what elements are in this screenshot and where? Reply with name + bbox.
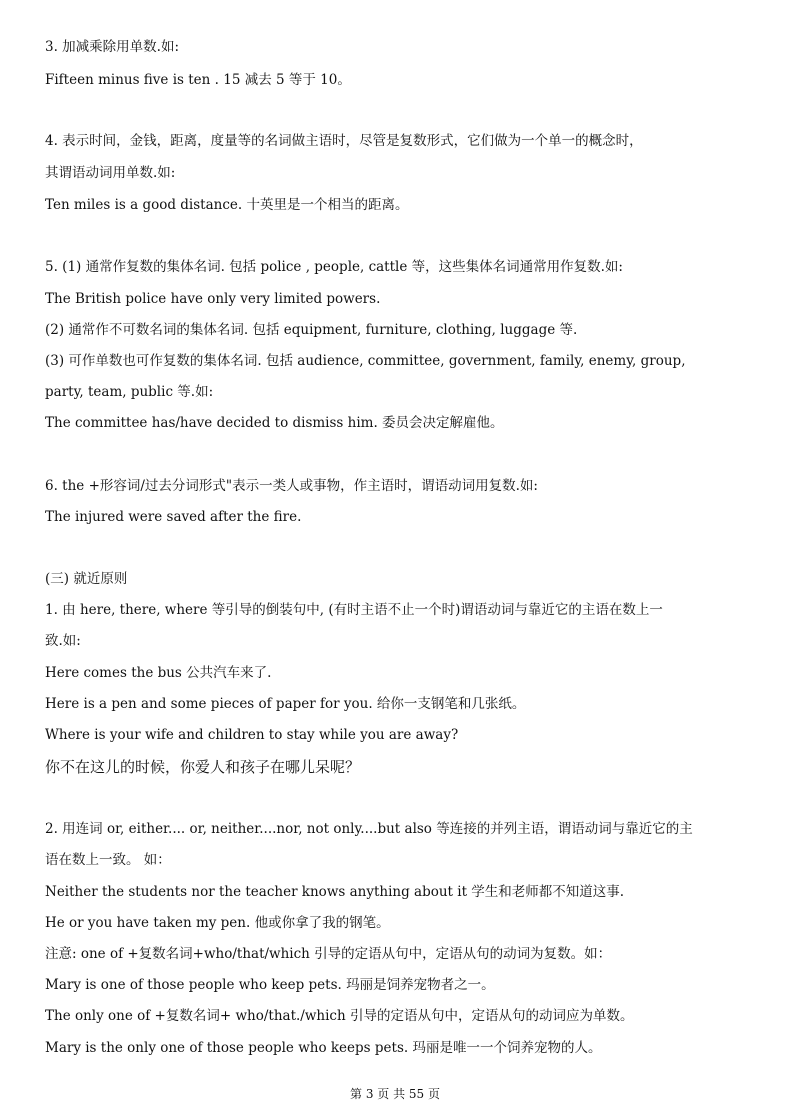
- text-line: 3. 加减乘除用单数.如:: [45, 39, 180, 55]
- text-line: 你不在这儿的时候，你爱人和孩子在哪儿呆呢？: [45, 758, 361, 776]
- text-line: Here comes the bus 公共汽车来了.: [45, 665, 272, 681]
- text-line: Fifteen minus five is ten . 15 减去 5 等于 10。: [45, 72, 351, 88]
- page-number-footer: 第 3 页 共 55 页: [350, 1087, 440, 1101]
- text-line: Neither the students nor the teacher knows anything about it 学生和老师都不知道这事.: [45, 884, 625, 900]
- text-line: He or you have taken my pen. 他或你拿了我的钢笔。: [45, 915, 390, 931]
- text-line: 注意: one of +复数名词+who/that/which 引导的定语从句中，定语从句的动词为复数。如：: [45, 946, 612, 962]
- text-line: 其谓语动词用单数.如:: [45, 165, 176, 181]
- text-line: The injured were saved after the fire.: [45, 509, 302, 525]
- text-line: Ten miles is a good distance. 十英里是一个相当的距离。: [45, 197, 409, 213]
- text-line: 6. the +形容词/过去分词形式"表示一类人或事物，作主语时，谓语动词用复数.如:: [45, 478, 538, 494]
- text-line: 致.如:: [45, 633, 81, 649]
- text-line: Mary is the only one of those people who keeps pets. 玛丽是唯一一个饲养宠物的人。: [45, 1040, 602, 1056]
- text-line: 语在数上一致。 如：: [45, 852, 171, 868]
- text-line: The British police have only very limited powers.: [45, 291, 381, 307]
- text-line: party, team, public 等.如:: [45, 384, 214, 400]
- text-line: 5. (1) 通常作复数的集体名词. 包括 police , people, cattle 等，这些集体名词通常用作复数.如:: [45, 259, 623, 275]
- text-line: Where is your wife and children to stay while you are away?: [45, 727, 459, 743]
- section-heading: (三) 就近原则: [45, 571, 128, 587]
- text-line: 4. 表示时间，金钱，距离，度量等的名词做主语时，尽管是复数形式，它们做为一个单一的概念时，: [45, 133, 643, 149]
- text-line: The only one of +复数名词+ who/that./which 引导的定语从句中，定语从句的动词应为单数。: [45, 1008, 634, 1024]
- text-line: 2. 用连词 or, either.... or, neither....nor, not only....but also 等连接的并列主语，谓语动词与靠近它的主: [45, 821, 693, 837]
- text-line: Here is a pen and some pieces of paper for you. 给你一支钢笔和几张纸。: [45, 696, 526, 712]
- text-line: 1. 由 here, there, where 等引导的倒装句中, (有时主语不止一个时)谓语动词与靠近它的主语在数上一: [45, 602, 663, 618]
- text-line: (3) 可作单数也可作复数的集体名词. 包括 audience, committee, government, family, enemy, group,: [45, 353, 686, 369]
- text-line: Mary is one of those people who keep pets. 玛丽是饲养宠物者之一。: [45, 977, 495, 993]
- text-line: The committee has/have decided to dismiss him. 委员会决定解雇他。: [45, 415, 504, 431]
- text-line: (2) 通常作不可数名词的集体名词. 包括 equipment, furniture, clothing, luggage 等.: [45, 322, 578, 338]
